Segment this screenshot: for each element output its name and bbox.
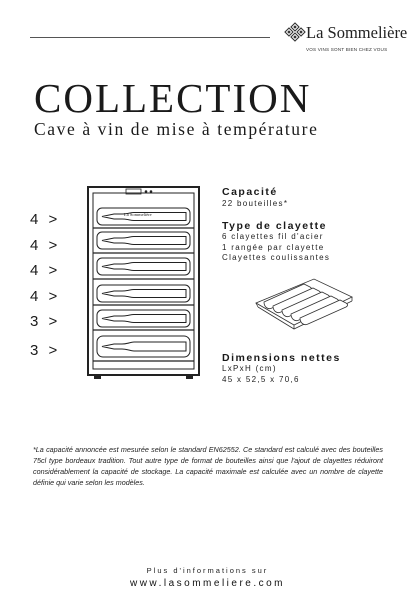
shelf-type-heading: Type de clayette — [222, 220, 327, 232]
shelf-count: 3 > — [30, 342, 61, 359]
footer-info-text: Plus d'informations sur — [146, 566, 269, 575]
dimensions-label: LxPxH (cm) — [222, 364, 277, 373]
capacity-heading: Capacité — [222, 186, 278, 198]
brand-logo[interactable] — [284, 18, 408, 68]
header-divider — [30, 37, 270, 38]
wire-shelf-illustration — [254, 275, 354, 330]
footer-website-link[interactable]: www.lasommeliere.com — [129, 578, 286, 589]
capacity-footnote: *La capacité annoncée est mesurée selon le standard EN62552. Ce standard est calculé avec des bouteilles 75cl type bordeaux tradition. Tout autre type de format de bouteilles ainsi que l'ajout de clayettes réduiront considérablement la capacité de stockage. La capacité maximale est calculée avec un nombre de clayette définie qui varie selon les modèles. — [33, 445, 383, 487]
shelf-type-line: 1 rangée par clayette — [222, 242, 325, 252]
dimensions-value: 45 x 52,5 x 70,6 — [222, 375, 300, 384]
cabinet-brand-label: La Sommelière — [124, 212, 152, 217]
brand-tagline: VOS VINS SONT BIEN CHEZ VOUS — [306, 47, 388, 52]
shelf-type-line: 6 clayettes fil d'acier — [222, 232, 324, 241]
shelf-count: 4 > — [30, 211, 61, 228]
shelf-count: 4 > — [30, 262, 61, 279]
brand-name: La Sommelière — [306, 23, 408, 42]
page-subtitle: Cave à vin de mise à température — [34, 119, 319, 139]
shelf-count: 4 > — [30, 237, 61, 254]
page-title: COLLECTION — [34, 75, 312, 121]
capacity-value: 22 bouteilles* — [222, 199, 289, 208]
shelf-count: 3 > — [30, 313, 61, 330]
dimensions-heading: Dimensions nettes — [222, 352, 341, 364]
shelf-type-line: Clayettes coulissantes — [222, 253, 331, 262]
shelf-count: 4 > — [30, 288, 61, 305]
grape-logo-icon — [284, 21, 306, 45]
